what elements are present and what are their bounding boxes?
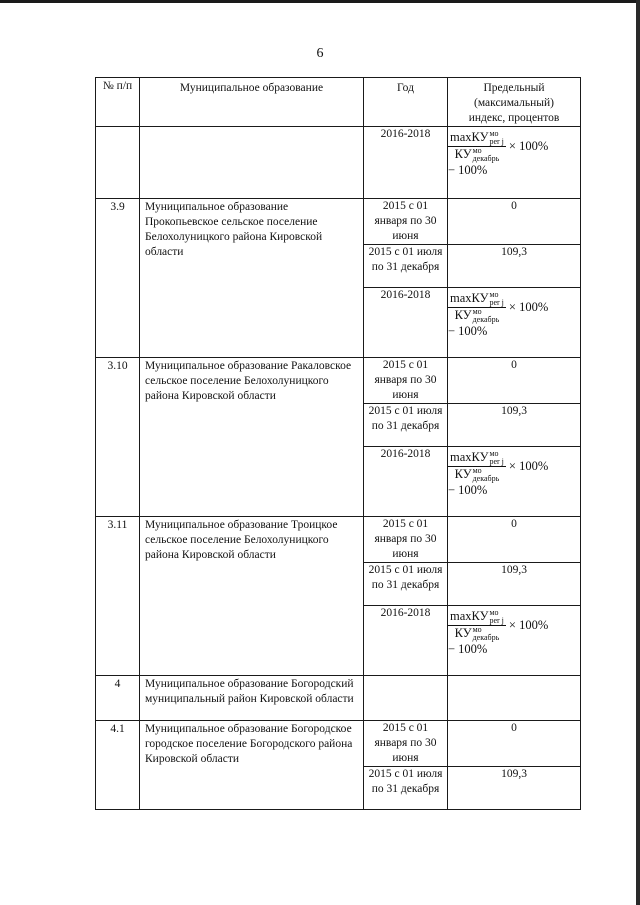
formula-fraction [448,130,548,163]
row-municipality: Муниципальное образование Прокопьевское сельское поселение Белохолуницкого района Кировской области [140,199,364,358]
scan-top-edge [0,0,640,3]
row-municipality: Муниципальное образование Богородское городское поселение Богородского района Кировской области [140,721,364,810]
section-municipality: Муниципальное образование Богородский муниципальный район Кировской области [140,676,364,721]
formula-denominator: КУ мо декабрь [454,307,500,325]
formula-denominator: КУ мо декабрь [454,625,500,643]
table-row [96,199,581,245]
row-year-period: 2016-2018 [364,606,448,676]
formula-denominator: КУ мо декабрь [454,146,500,164]
page-number: 6 [316,46,324,61]
row-index-first-half: 0 [448,199,581,245]
row-index-second-half: 109,3 [448,563,581,606]
formula-tail: − 100% [448,483,488,498]
formula-fraction [448,609,548,642]
header-num: № п/п [96,78,140,127]
row-year-period: 2016-2018 [364,447,448,517]
formula-tail: − 100% [448,642,488,657]
row-number: 4.1 [96,721,140,810]
formula-fraction [448,291,548,324]
row-index-second-half: 109,3 [448,245,581,288]
formula-multiplier: × 100% [508,139,549,154]
row-index-formula [448,447,581,517]
formula-denominator: КУ мо декабрь [454,466,500,484]
table-row [96,517,581,563]
section-row [96,676,581,721]
formula-multiplier: × 100% [508,618,549,633]
scan-right-edge [636,0,640,905]
row-municipality: Муниципальное образование Ракаловское сельское поселение Белохолуницкого района Кировской области [140,358,364,517]
continuation-row [96,127,581,199]
row-index-first-half: 0 [448,358,581,404]
row-index-first-half: 0 [448,517,581,563]
row-year-first-half: 2015 с 01 января по 30 июня [364,517,448,563]
row-year-second-half: 2015 с 01 июля по 31 декабря [364,563,448,606]
row-year-first-half: 2015 с 01 января по 30 июня [364,358,448,404]
section-number: 4 [96,676,140,721]
header-municipality: Муниципальное образование [140,78,364,127]
row-year-second-half: 2015 с 01 июля по 31 декабря [364,245,448,288]
formula-tail: − 100% [448,163,488,178]
table-row [96,358,581,404]
section-year-cell [364,676,448,721]
row-number: 3.9 [96,199,140,358]
row-year-period: 2016-2018 [364,288,448,358]
row-year-second-half: 2015 с 01 июля по 31 декабря [364,767,448,810]
formula-multiplier: × 100% [508,300,549,315]
row-year-first-half: 2015 с 01 января по 30 июня [364,199,448,245]
row-index-second-half: 109,3 [448,767,581,810]
cont-index-formula [448,127,581,199]
header-index: Предельный (максимальный) индекс, процентов [448,78,581,127]
cont-num-cell [96,127,140,199]
tariff-table [95,77,581,810]
formula-numerator: maxКУ мо per j [450,129,504,147]
section-index-cell [448,676,581,721]
formula-numerator: maxКУ мо per j [450,449,504,467]
row-index-second-half: 109,3 [448,404,581,447]
formula-numerator: maxКУ мо per j [450,608,504,626]
row-index-first-half: 0 [448,721,581,767]
cont-year-cell: 2016-2018 [364,127,448,199]
table-header-row [96,78,581,127]
row-number: 3.10 [96,358,140,517]
table-row [96,721,581,767]
row-index-formula [448,606,581,676]
header-year: Год [364,78,448,127]
row-year-first-half: 2015 с 01 января по 30 июня [364,721,448,767]
formula-multiplier: × 100% [508,459,549,474]
row-municipality: Муниципальное образование Троицкое сельское поселение Белохолуницкого района Кировской области [140,517,364,676]
row-number: 3.11 [96,517,140,676]
row-year-second-half: 2015 с 01 июля по 31 декабря [364,404,448,447]
formula-fraction [448,450,548,483]
cont-municipality-cell [140,127,364,199]
formula-numerator: maxКУ мо per j [450,290,504,308]
formula-tail: − 100% [448,324,488,339]
row-index-formula [448,288,581,358]
